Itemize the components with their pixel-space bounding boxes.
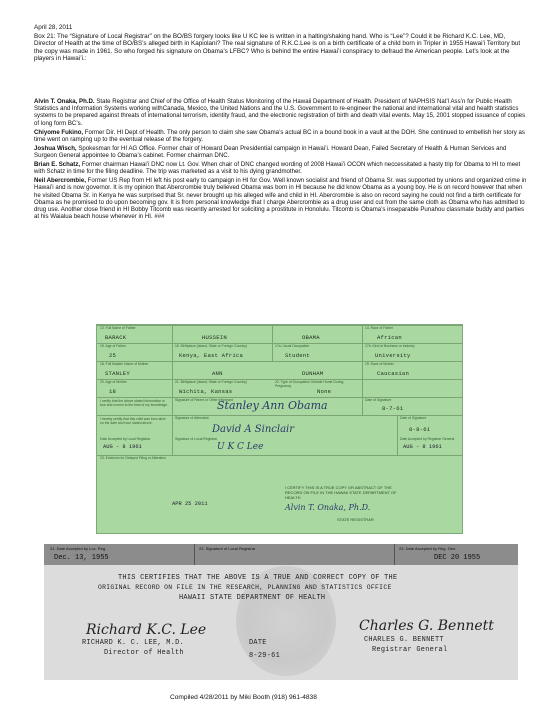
- label-father-age: 15. Age of Father: [100, 344, 127, 348]
- date-21: Dec. 13, 1955: [54, 554, 109, 562]
- label-mother-occupation: 22. Type of Occupation Outside Home During Pregnancy: [275, 380, 344, 388]
- father-first-name: BARACK: [105, 334, 127, 341]
- informant-signature: Stanley Ann Obama: [217, 399, 328, 412]
- label-father-business: 17b. Kind of Business or Industry: [365, 344, 415, 348]
- cert-line-3: HAWAII STATE DEPARTMENT OF HEALTH: [179, 594, 326, 602]
- label-22: 22. Signature of Local Registrar: [199, 546, 256, 551]
- label-date-accepted-general: Date Accepted by Registrar General: [400, 437, 455, 441]
- date-value: 8-29-61: [249, 652, 281, 660]
- certification-stamp-date: APR 25 2011: [172, 501, 208, 507]
- cert-line-1: THIS CERTIFIES THAT THE ABOVE IS A TRUE AND CORRECT COPY OF THE: [118, 574, 398, 582]
- label-mother-name: 18. Full Maiden Name of Mother: [100, 362, 149, 366]
- mother-occupation: None: [317, 388, 332, 395]
- bennett-signature: Charles G. Bennett: [359, 618, 494, 634]
- date-23: DEC 20 1955: [434, 554, 481, 562]
- label-father-name: 13. Full Name of Father: [100, 326, 136, 330]
- person-text: State Registrar and Chief of the Office of Health Status Monitoring of the Hawaii Department of Health. President of NAPHSIS Nat’l Ass’n for Public Health Statistics and Information Systems working withCanada, Mexico, the United Nations and the U.S. Government to re-engineer the national and international vital and health statistics systems to be prepared against threats of international terrorism, identity fraud, and the electronic registration of birth and death vital events. May 15, 2001 stopped issuance of copies of long form BC’s.: [34, 98, 526, 127]
- label-father-race: 14. Race of Father: [365, 326, 394, 330]
- label-mother-race: 19. Race of Mother: [365, 362, 394, 366]
- lee-title: Director of Health: [104, 649, 184, 657]
- label-mother-age: 20. Age of Mother: [100, 380, 127, 384]
- father-age: 25: [109, 352, 117, 359]
- father-last-name: OBAMA: [302, 334, 320, 341]
- informant-date: 8-7-61: [382, 405, 404, 412]
- lee-name: RICHARD K. C. LEE, M.D.: [82, 639, 185, 647]
- lee-signature: Richard K.C. Lee: [86, 622, 207, 638]
- father-race: African: [377, 334, 402, 341]
- label-informant-signature: Signature of Parent or Other Informant: [175, 398, 233, 402]
- person-text: Spokesman for HI AG Office. Former chair of Howard Dean Presidential campaign in Hawai’i. Howard Dean, Failed Secretary of Health & Human Services and Surgeon General appointee to Obama’s cabinet. Former chairman DNC.: [34, 144, 507, 160]
- person-name: Alvin T. Onaka, Ph.D.: [34, 98, 95, 105]
- state-registrar-title: STATE REGISTRAR: [337, 517, 374, 522]
- person-name: Neil Abercrombie,: [34, 177, 86, 185]
- filed-date: AUG - 8 1961: [403, 444, 442, 450]
- person-entry: [34, 177, 530, 220]
- person-text: Former chairman Hawai’i DNC now Lt. Gov. When chair of DNC changed wording of 2008 Hawai’i OCON which neccessitated a hasty trip for Obama to HI to meet with Schatz in time for the filing deadline. The trip was marketed as a visit to his dying grandmother.: [34, 161, 521, 176]
- label-father-occupation: 17a. Usual Occupation: [275, 344, 310, 348]
- mother-last-name: DUNHAM: [302, 370, 324, 377]
- label-date-accepted-local: Date Accepted by Local Registrar: [100, 437, 151, 441]
- attendant-signature: David A Sinclair: [212, 424, 295, 435]
- mother-middle-name: ANN: [212, 370, 223, 377]
- label-mother-birthplace: 21. Birthplace (Island, State or Foreign Country): [175, 380, 247, 384]
- birth-certificate-image: [96, 324, 463, 534]
- father-birthplace: Kenya, East Africa: [179, 352, 244, 359]
- onaka-signature: Alvin T. Onaka, Ph.D.: [285, 503, 371, 512]
- father-middle-name: HUSSEIN: [202, 334, 227, 341]
- date-band: [44, 544, 518, 565]
- label-local-registrar: Signature of Local Registrar: [175, 437, 218, 441]
- mother-age: 18: [109, 388, 117, 395]
- label-attendant-signature: Signature of Attendant: [175, 416, 209, 420]
- box21-paragraph: Box 21: The “Signature of Local Registrar” on the BO/BS forgery looks like U KC lee is written in a halting/shaking hand. Who is “Lee”? Could it be Richard K.C. Lee, MD, Director of Health at the time of BO/BS’s alleged birth in Kapiolani? The real signature of R.K.C.Lee is on a birth certificate of a child born in Tripler in 1955 Hawai’i Territory but the copy was made in 1961. So who forged his signature on Obama’s LFBC? Who is behind the entire Hawai’i conspiracy to defraud the American people. Let’s look at the players in Hawai’i.:: [34, 33, 521, 63]
- label-attendant-date: Date of Signature: [400, 416, 427, 420]
- mother-birthplace: Wichita, Kansas: [179, 388, 233, 395]
- person-entry: [34, 129, 530, 143]
- footer-credit: Compiled 4/28/2011 by Miki Booth (918) 961-4838: [170, 694, 317, 701]
- person-text: Former Dir. HI Dept of Health. The only person to claim she saw Obama’s actual BC in a bound book in a vault at the DOH. She continued to embellish her story as time went on ramping up to the eventual release of the forgery.: [34, 128, 525, 143]
- father-occupation: Student: [285, 352, 310, 359]
- person-name: Brian E. Schatz,: [34, 161, 81, 169]
- received-date: AUG - 8 1961: [103, 444, 142, 450]
- local-registrar-signature: U K C Lee: [217, 442, 264, 452]
- label-father-birthplace: 16. Birthplace (Island, State or Foreign Country): [175, 344, 247, 348]
- person-entry: [34, 161, 530, 175]
- label-informant-date: Date of Signature: [365, 398, 392, 402]
- attendant-certification-text: I hereby certify that this child was born alive on the date and hour stated above.: [100, 417, 166, 425]
- cert-line-2: ORIGINAL RECORD ON FILE IN THE RESEARCH, PLANNING AND STATISTICS OFFICE: [98, 584, 392, 591]
- bennett-name: CHARLES G. BENNETT: [364, 636, 444, 644]
- father-business: University: [375, 352, 411, 359]
- document-date: April 28, 2011: [34, 24, 73, 31]
- person-name: Chiyome Fukino,: [34, 128, 84, 136]
- person-entry: [34, 98, 530, 127]
- mother-race: Caucasian: [377, 370, 410, 377]
- person-text: Former US Rep from HI left his post early to campaign in HI for Gov. Well known socialist and friend of Obama Sr. was supported by unions and organized crime in Hawai’i and is now governor. It is my opinion that Abercrombie truly believed Obama was born in HI because he did know Obama as a young boy. He is on record however that when he visited Obama Sr. in Kenya he was surprised that Sr. never brought up his alleged wife and child in HI. Abercrombie is also on record saying he could not find a birth certificate for Obama as he promised to do upon becoming gov. It is from personal knowledge that I charge Abercrombie as a drug user and cut from the same cloth as Obama who has admitted to drug use. Another close friend in HI Bobby Titcomb was recently arrested for soliciting a prostitute in Honolulu. Titcomb is Obama’s inseparable Punahou classmate buddy and parties at his Waialua beach house whenever in HI. ###: [34, 177, 527, 221]
- people-list: [34, 98, 530, 222]
- lee-certificate-strip: [44, 544, 518, 680]
- person-entry: [34, 145, 530, 159]
- mother-first-name: STANLEY: [105, 370, 130, 377]
- certification-stamp-text: I CERTIFY THIS IS A TRUE COPY OR ABSTRACT OF THE RECORD ON FILE IN THE HAWAII STATE DEPARTMENT OF HEALTH: [285, 485, 397, 500]
- person-name: Joshua Wisch,: [34, 144, 77, 152]
- label-evidence: 23. Evidence for Delayed Filing or Alteration: [100, 456, 166, 460]
- attendant-date: 8-8-61: [409, 426, 431, 433]
- informant-certification-text: I certify that the above stated information is true and correct to the best of my knowledge.: [100, 399, 168, 407]
- date-label: DATE: [249, 639, 267, 647]
- label-23: 23. Date Accepted by Reg. Gen.: [399, 546, 457, 551]
- label-21: 21. Date Accepted by Loc. Reg.: [50, 546, 107, 551]
- bennett-title: Registrar General: [372, 646, 448, 654]
